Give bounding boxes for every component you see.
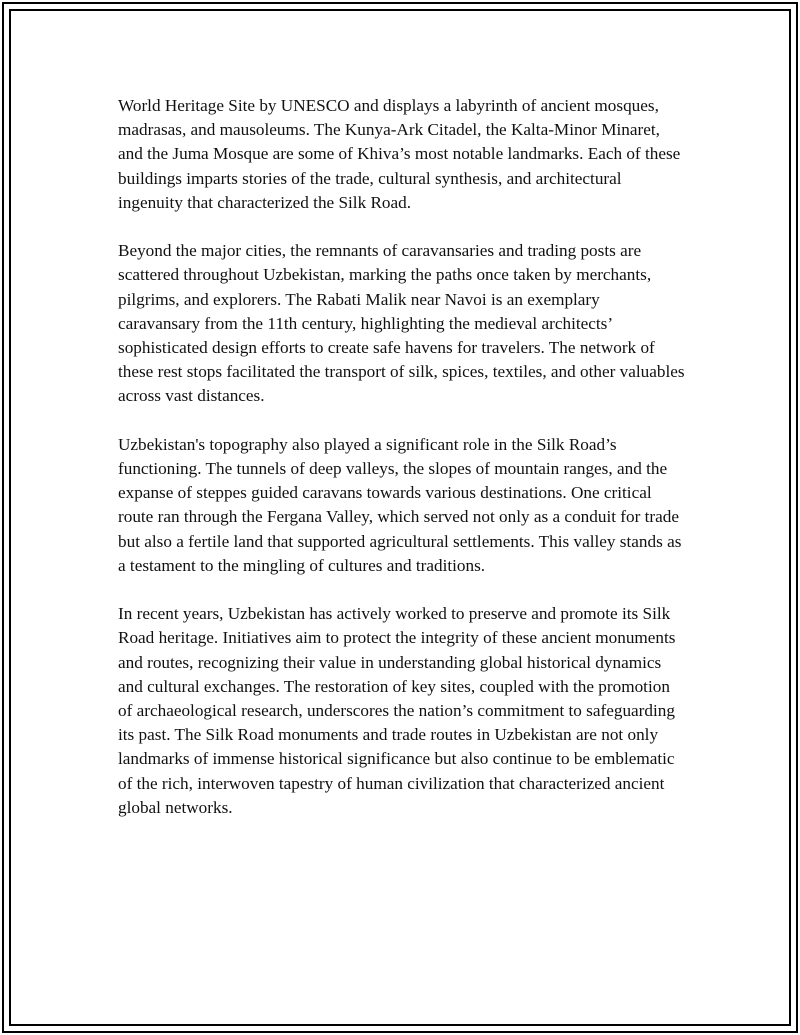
paragraph-preservation: In recent years, Uzbekistan has actively worked to preserve and promote its Silk Road heritage. Initiatives aim to protect the integrity of these ancient monuments and routes, recognizing their value in understanding global historical dynamics and cultural exchanges. The restoration of key sites, coupled with the promotion of archaeological research, underscores the nation’s commitment to safeguarding its past. The Silk Road monuments and trade routes in Uzbekistan are not only landmarks of immense historical significance but also continue to be emblematic of the rich, interwoven tapestry of human civilization that characterized ancient global networks.	[118, 604, 676, 817]
paragraph-topography: Uzbekistan's topography also played a significant role in the Silk Road’s functioning. The tunnels of deep valleys, the slopes of mountain ranges, and the expanse of steppes guided caravans towards various destinations. One critical route ran through the Fergana Valley, which served not only as a conduit for trade but also a fertile land that supported agricultural settlements. This valley stands as a testament to the mingling of cultures and traditions.	[118, 434, 682, 575]
paragraph-caravansaries: Beyond the major cities, the remnants of caravansaries and trading posts are scattered throughout Uzbekistan, marking the paths once taken by merchants, pilgrims, and explorers. The Rabati Malik near Navoi is an exemplary caravansary from the 11th century, highlighting the medieval architects’ sophisticated design efforts to create safe havens for travelers. The network of these rest stops facilitated the transport of silk, spices, textiles, and other valuables across vast distances.	[118, 241, 685, 406]
paragraph-khiva: World Heritage Site by UNESCO and displays a labyrinth of ancient mosques, madrasas, and mausoleums. The Kunya-Ark Citadel, the Kalta-Minor Minaret, and the Juma Mosque are some of Khiva’s most notable landmarks. Each of these buildings imparts stories of the trade, cultural synthesis, and architectural ingenuity that characterized the Silk Road.	[118, 96, 681, 212]
document-body	[118, 94, 686, 844]
